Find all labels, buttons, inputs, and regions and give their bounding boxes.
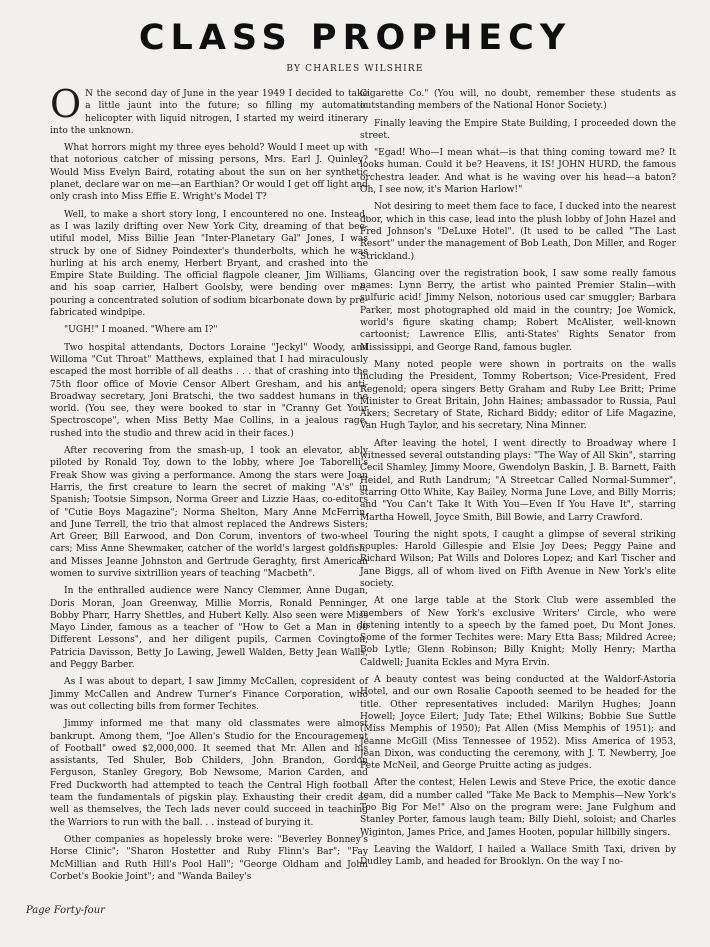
paragraph-text: N the second day of June in the year 1949 I decided to take a little jaunt into the future; so filling my automatic helicopter with liquid nitrogen, I started my weird itinerary into the unknown. (50, 89, 368, 136)
drop-cap: O (50, 82, 82, 126)
paragraph: After the contest, Helen Lewis and Steve Price, the exotic dance team, did a number called "Take Me Back to Memphis—New York's Too Big For Me!" Also on the program were: Jane Fulghum and Stanley Porter, famous laugh team; Billy Diehl, soloist; and Charles Wiginton, James Price, and James Hooten, popular hillbilly singers. (360, 778, 676, 838)
paragraph: Cigarette Co." (You will, no doubt, remember these students as outstanding members of the National Honor Society.) (360, 89, 676, 112)
paragraph: In the enthralled audience were Nancy Clemmer, Anne Dugan, Doris Moran, Joan Greenway, Millie Morris, Ronald Penninger, Bobby Pharr, Harry Shettles, and Hubert Kelly. Also seen were Miss Mayo Linder, famous as a teacher of "How to Get a Man in 60 Different Lessons", and her diligent pupils, Carmen Covington, Patricia Davisson, Betty Jo Lawing, Jewell Walden, Betty Jean Walls, and Peggy Barber. (50, 586, 368, 671)
left-column (50, 82, 368, 888)
paragraph: Many noted people were shown in portraits on the walls including the President, Tommy Robertson; Vice-President, Fred Regenold; opera singers Betty Graham and Ruby Lee Britt; Prime Minister to Great Britain, John Haines; ambassador to Russia, Paul Akers; Secretary of State, Richard Biddy; editor of Life Magazine, Van Hugh Taylor, and his secretary, Nina Minner. (360, 359, 676, 432)
paragraph: As I was about to depart, I saw Jimmy McCallen, copresident of Jimmy McCallen and Andrew Turner's Finance Corporation, who was out collecting bills from former Techites. (50, 677, 368, 712)
paragraph: At one large table at the Stork Club were assembled the members of New York's exclusive Writers' Circle, who were listening intently to a speech by the famed poet, Du Mont Jones. Some of the former Techites were: Mary Etta Bass; Mildred Acree; Bob Lytle; Glenn Robinson; Billy Knight; Molly Henry; Martha Caldwell; Juanita Eckles and Myra Ervin. (360, 596, 676, 668)
paragraph: Not desiring to meet them face to face, I ducked into the nearest door, which in this case, lead into the plush lobby of John Hazel and Fred Johnson's "DeLuxe Hotel". (It used to be called "The Last Resort" under the management of Bob Leath, Don Miller, and Roger Strickland.) (360, 202, 676, 262)
paragraph: What horrors might my three eyes behold? Would I meet up with that notorious catcher of missing persons, Mrs. Earl J. Quinley? Would Miss Evelyn Baird, rotating about the sun on her synthetic planet, declare war on me—an Earthian? Or would I get off light and only crash into Miss Effie E. Wright's Model T? (50, 143, 368, 203)
paragraph: Other companies as hopelessly broke were: "Beverley Bonney's Horse Clinic"; "Sharon Hostetter and Ruby Flinn's Bar"; "Fay McMillian and Ruth Hill's Pool Hall"; "George Oldham and John Corbet's Bookie Joint"; and "Wanda Bailey's (50, 834, 368, 882)
byline: BY CHARLES WILSHIRE (286, 64, 424, 74)
paragraph: Touring the night spots, I caught a glimpse of several striking couples: Harold Gillespie and Elsie Joy Dees; Peggy Paine and Richard Wilson; Pat Wills and Dolores Lopez; and Karl Tischer and Jane Biggs, all of whom lived on Fifth Avenue in New York's elite society. (360, 529, 676, 589)
paragraph: Leaving the Waldorf, I hailed a Wallace Smith Taxi, driven by Dudley Lamb, and headed for Brooklyn. On the way I no- (360, 844, 676, 868)
page-number: Page Forty-four (26, 905, 105, 916)
page-title: CLASS PROPHECY (138, 18, 572, 58)
paragraph: Glancing over the registration book, I saw some really famous names: Lynn Berry, the artist who painted Premier Stalin—with sulfuric acid! Jimmy Nelson, notorious used car smuggler; Barbara Parker, most photographed old maid in the country; Joe Womick, world's figure skating champ; Robert McAlister, well-known cartoonist; Lawrence Ellis, anti-States' Rights Senator from Mississippi, and George Rand, famous bugler. (360, 268, 676, 353)
paragraph: Finally leaving the Empire State Building, I proceeded down the street. (360, 118, 676, 141)
paragraph: A beauty contest was being conducted at the Waldorf-Astoria Hotel, and our own Rosalie Capooth seemed to be headed for the title. Other representatives included: Marilyn Hughes; Joann Howell; Joyce Eilert; Judy Tate; Ethel Wilkins; Bobbie Sue Suttle (Miss Memphis of 1950); Pat Allen (Miss Memphis of 1951); and Jeanne McGill (Miss Tennessee of 1952). Miss America of 1953, Jean Dixon, was conducting the ceremony, with J. T. Newberry, Joe Pete McNeil, and George Pruitte acting as judges. (360, 675, 676, 772)
paragraph: "UGH!" I moaned. "Where am I?" (64, 325, 218, 336)
right-column (360, 88, 676, 874)
paragraph (50, 82, 368, 137)
paragraph: After recovering from the smash-up, I took an elevator, ably piloted by Ronald Toy, down to the lobby, where Joe Taborelli's Freak Show was giving a performance. Among the stars were Joan Harris, the first creature to learn the secret of making "A's" in Spanish; Tootsie Simpson, Norma Greer and Lizzie Haas, co-editors of "Cutie Boys Magazine"; Norma Shelton, Mary Anne McFerrin, and June Terrell, the trio that almost replaced the Andrews Sisters; Art Greer, Bill Earwood, and Don Corum, inventors of two-wheel cars; Miss Anne Shewmaker, catcher of the world's largest goldfish; and Misses Jeanne Johnston and Gertrude Geraghty, first American women to survive sixtrillion years of teaching "Macbeth". (50, 446, 368, 579)
paragraph: After leaving the hotel, I went directly to Broadway where I witnessed several outstanding plays: "The Way of All Skin", starring Cecil Shamley, Jimmy Moore, Gwendolyn Baskin, J. B. Barnett, Faith Heidel, and Ruth Landrum; "A Streetcar Called Normal-Summer", starring Otto White, Kay Bailey, Norma June Love, and Billy Morris; and "You Can't Take It With You—Even If You Have It", starring Martha Howell, Joyce Smith, Bill Bowie, and Larry Crawford. (360, 438, 676, 523)
paragraph: Jimmy informed me that many old classmates were almost bankrupt. Among them, "Joe Allen's Studio for the Encouragement of Football" owed $2,000,000. It seemed that Mr. Allen and his assistants, Ted Shuler, Bob Childers, John Brandon, Gordon Ferguson, Stanley Gregory, Bob Newsome, Marion Carden, and Fred Duckworth had attempted to teach the Central High football team the fundamentals of pigskin play. Exhausting their credit as well as themselves, the Tech lads never could succeed in teaching the Warriors to run with the ball. . . instead of burying it. (50, 719, 368, 828)
paragraph: "Egad! Who—I mean what—is that thing coming toward me? It looks human. Could it be? Heavens, it IS! JOHN HURD, the famous orchestra leader. And what is he waving over his head—a baton? Oh, I see now, it's Marion Harlow!" (360, 148, 676, 196)
paragraph: Well, to make a short story long, I encountered no one. Instead, as I was lazily drifting over New York City, dreaming of that bee-utiful model, Miss Billie Jean "Inter-Planetary Gal" Jones, I was struck by one of Sidney Poindexter's thunderbolts, which he was hurling at his arch enemy, Herbert Bryant, and crashed into the Empire State Building. The official flagpole cleaner, Jim Williams, and his soap carrier, Halbert Goolsby, were bending over me, pouring a concentrated solution of sodium bicarbonate down by pre-fabricated windpipe. (50, 209, 368, 319)
paragraph: Two hospital attendants, Doctors Loraine "Jeckyl" Woody, and Willoma "Cut Throat" Matthews, explained that I had miraculously escaped the most horrible of all deaths . . . that of crashing into the 75th floor office of Movie Censor Albert Gresham, and his anti-Broadway secretary, Joni Bratschi, the two saddest humans in the world. (You see, they were booked to star in "Cranny Get Your Spectroscope", when Miss Betty Mae Collins, in a jealous rage, rushed into the studio and threw acid in their faces.) (50, 342, 368, 439)
